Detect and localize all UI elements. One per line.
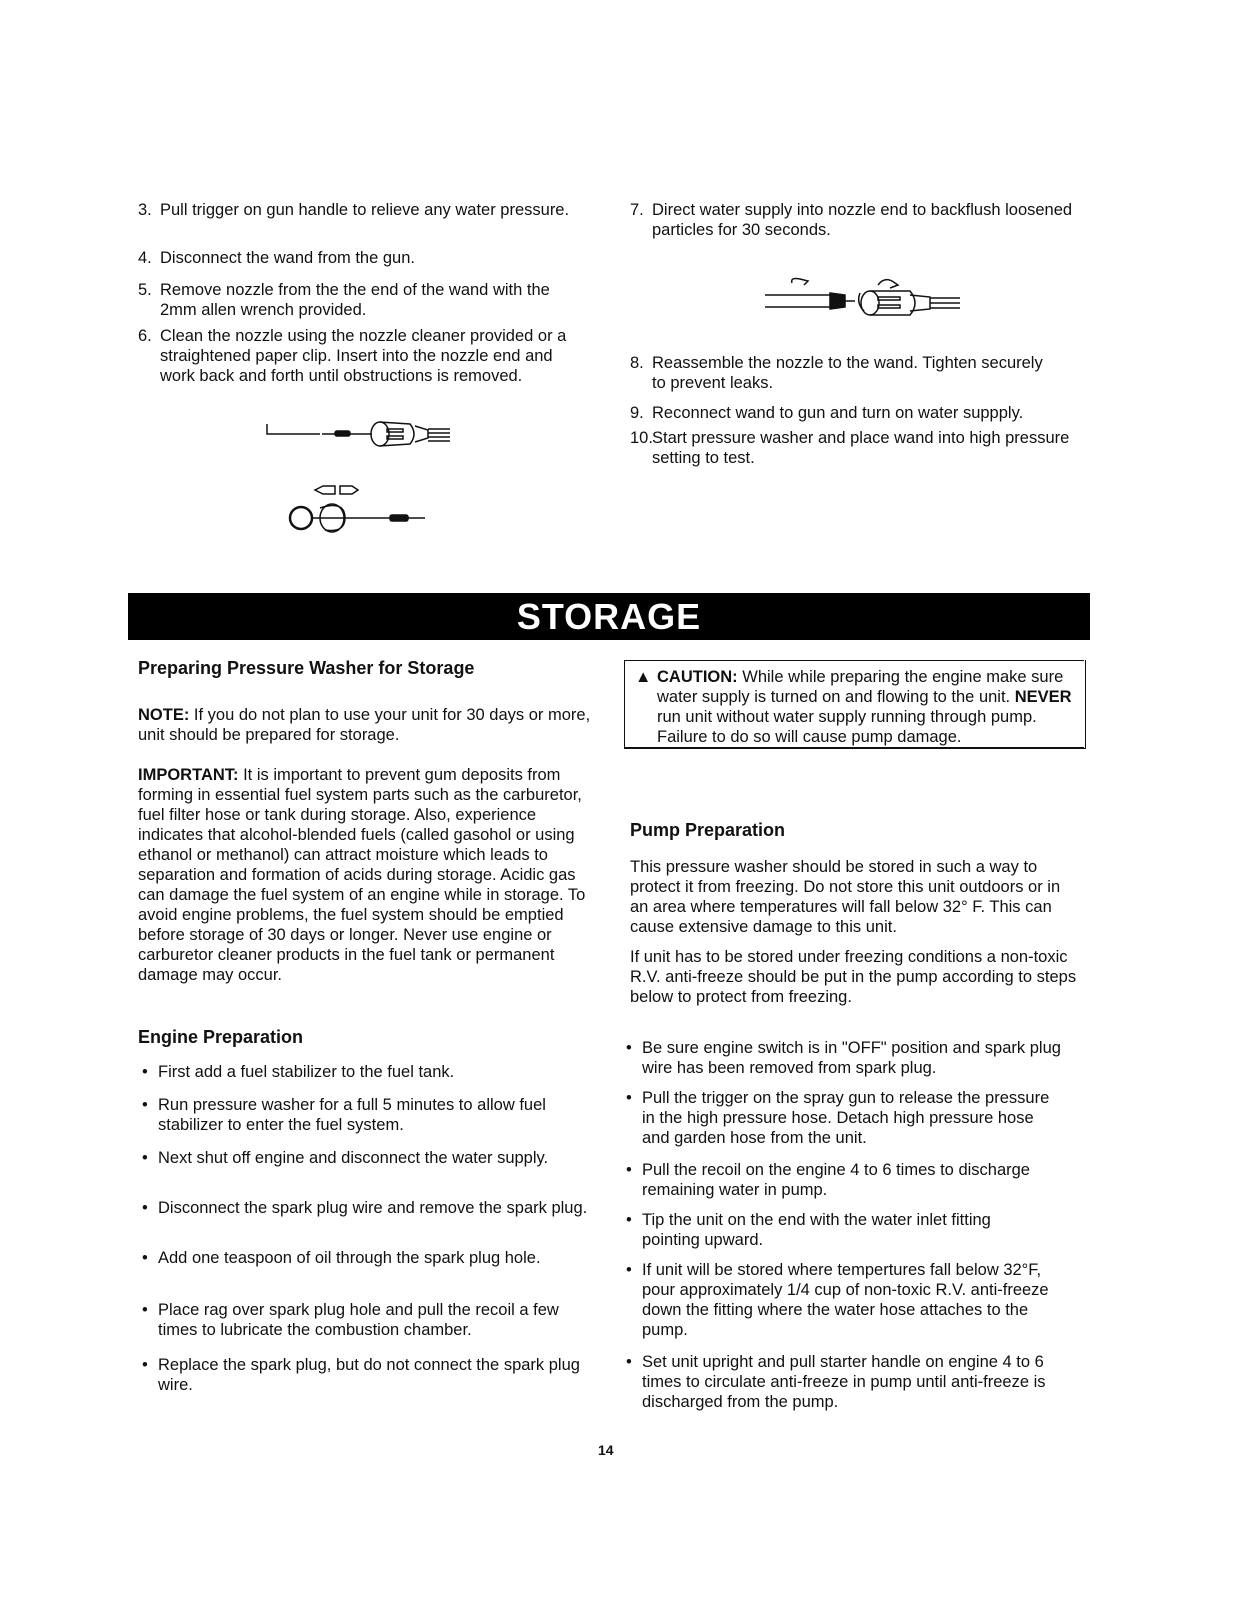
pump-bullet: • Pull the trigger on the spray gun to release the pressure in the high pressure hose. Detach high pressure hose and garden hose from the unit. [622,1088,1062,1148]
engine-bullet: • Replace the spark plug, but do not connect the spark plug wire. [138,1355,600,1395]
caution-box [624,660,1084,748]
step-text: Start pressure washer and place wand into high pressure setting to test. [652,429,1070,467]
pump-bullet: • Be sure engine switch is in "OFF" position and spark plug wire has been removed from spark plug. [622,1038,1087,1078]
page-number: 14 [598,1442,614,1458]
step-10 [630,428,1070,468]
note-paragraph [138,705,593,745]
engine-bullet: • Add one teaspoon of oil through the spark plug hole. [138,1248,568,1268]
step-number: 7. [630,201,644,219]
step-text: Direct water supply into nozzle end to backflush loosened particles for 30 seconds. [652,201,1073,239]
step-number: 3. [138,201,152,219]
step-text: Disconnect the wand from the gun. [160,249,415,267]
step-text: Reconnect wand to gun and turn on water suppply. [652,404,1024,422]
caution-border [1085,660,1086,749]
step-9 [630,403,1100,423]
caution-border [624,748,1086,749]
warning-triangle-icon: ▲ [635,668,652,686]
important-label: IMPORTANT: [138,766,239,784]
important-text: It is important to prevent gum deposits from forming in essential fuel system parts such as the carburetor, fuel filter hose or tank during storage. Also, experience indicates that alcohol-blended fuels (called gasohol or using ethanol or methanol) can attract moisture which leads to separation and formation of acids during storage. Acidic gas can damage the fuel system of an engine while in storage. To avoid engine problems, the fuel system should be emptied before storage of 30 days or longer. Never use engine or carburetor cleaner products in the fuel tank or permanent damage may occur. [138,766,586,984]
nozzle-cleaner-illustration [260,420,460,460]
backflush-nozzle-illustration [760,275,980,325]
allen-wrench-rotation-illustration [285,478,445,533]
step-8 [630,353,1050,393]
engine-bullet: • First add a fuel stabilizer to the fuel tank. [138,1062,600,1082]
pump-bullet: • If unit will be stored where tempertures fall below 32°F, pour approximately 1/4 cup of non-toxic R.V. anti-freeze down the fitting where the water hose attaches to the pump. [622,1260,1062,1340]
step-text: Reassemble the nozzle to the wand. Tighten securely to prevent leaks. [652,354,1043,392]
engine-heading: Engine Preparation [138,1027,304,1047]
note-text: If you do not plan to use your unit for 30 days or more, unit should be prepared for storage. [138,706,591,744]
step-number: 8. [630,354,644,372]
pump-paragraph-2: If unit has to be stored under freezing conditions a non-toxic R.V. anti-freeze should be put in the pump according to steps below to protect from freezing. [630,948,1077,1006]
caution-text: run unit without water supply running through pump. Failure to do so will cause pump damage. [657,708,1037,746]
step-7 [630,200,1088,240]
step-text: Clean the nozzle using the nozzle cleaner provided or a straightened paper clip. Insert into the nozzle end and work back and forth until obstructions is removed. [160,327,567,385]
step-number: 6. [138,327,152,345]
step-3 [138,200,600,220]
step-number: 9. [630,404,644,422]
pump-bullet: • Tip the unit on the end with the water inlet fitting pointing upward. [622,1210,1052,1250]
caution-text: While while preparing the engine make sure water supply is turned on and flowing to the unit. [657,668,1064,706]
step-number: 4. [138,249,152,267]
step-number: 5. [138,281,152,299]
engine-bullet: • Next shut off engine and disconnect the water supply. [138,1148,558,1168]
pump-paragraph-1: This pressure washer should be stored in such a way to protect it from freezing. Do not store this unit outdoors or in an area where temperatures will fall below 32° F. This can cause extensive damage to this unit. [630,858,1061,936]
step-number: 10. [630,429,653,447]
engine-bullet: • Disconnect the spark plug wire and remove the spark plug. [138,1198,600,1218]
pump-bullet: • Pull the recoil on the engine 4 to 6 times to discharge remaining water in pump. [622,1160,1087,1200]
step-4 [138,248,600,268]
prep-heading: Preparing Pressure Washer for Storage [138,658,475,678]
never-label: NEVER [1014,688,1072,706]
step-text: Pull trigger on gun handle to relieve any water pressure. [160,201,570,219]
step-6 [138,326,578,386]
step-5 [138,280,588,320]
storage-banner: STORAGE [128,593,1090,640]
step-text: Remove nozzle from the the end of the wand with the 2mm allen wrench provided. [160,281,550,319]
engine-bullet: • Run pressure washer for a full 5 minutes to allow fuel stabilizer to enter the fuel system. [138,1095,600,1135]
important-paragraph [138,765,600,985]
note-label: NOTE: [138,706,190,724]
pump-bullet: • Set unit upright and pull starter handle on engine 4 to 6 times to circulate anti-freeze in pump until anti-freeze is discharged from the pump. [622,1352,1087,1412]
caution-label: CAUTION: [657,668,738,686]
engine-bullet: • Place rag over spark plug hole and pull the recoil a few times to lubricate the combustion chamber. [138,1300,600,1340]
pump-heading: Pump Preparation [630,820,786,840]
